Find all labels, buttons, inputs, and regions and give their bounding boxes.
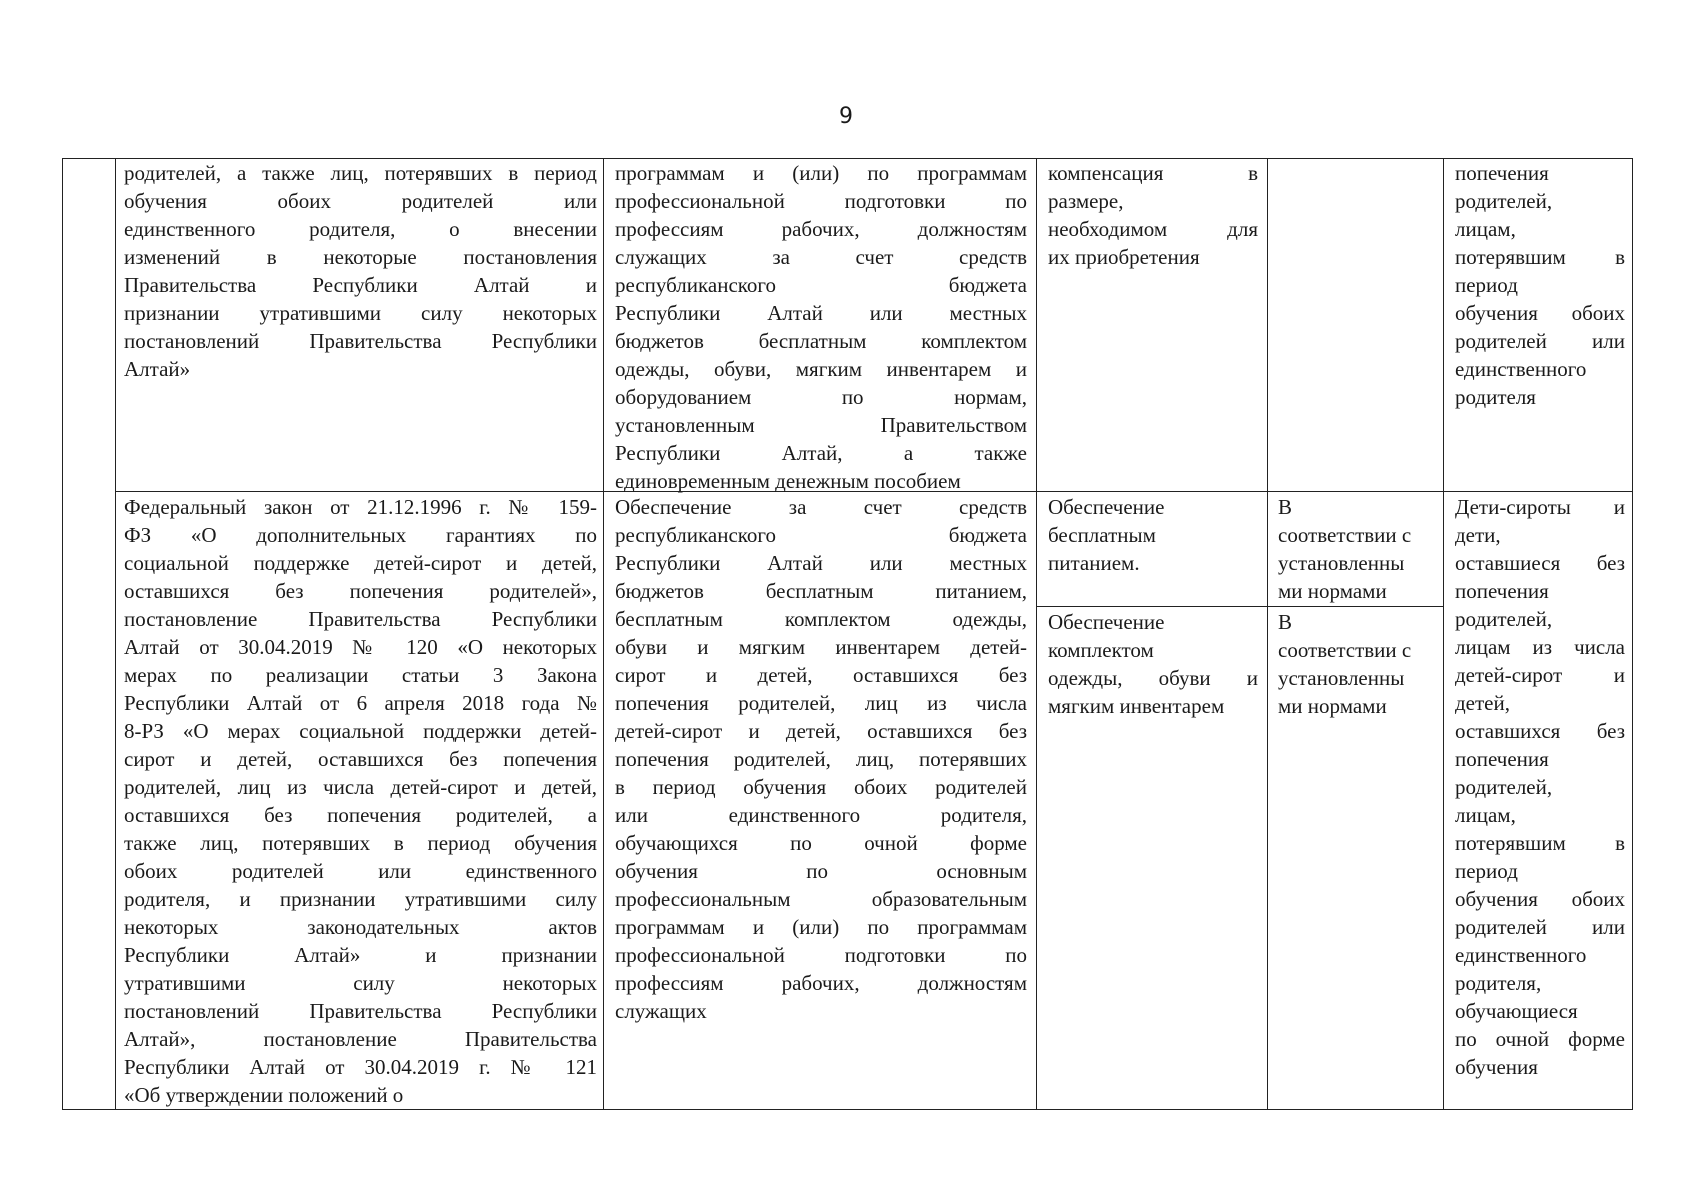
cell-line: профессиям рабочих, должностям bbox=[615, 217, 1027, 241]
cell-line: бесплатным комплектом одежды, bbox=[615, 607, 1027, 631]
cell-line: единовременным денежным пособием bbox=[615, 469, 961, 493]
cell-line: лицам из числа bbox=[1455, 635, 1625, 659]
cell-line: оборудованием по нормам, bbox=[615, 385, 1027, 409]
cell-line: лицам, bbox=[1455, 803, 1516, 827]
cell-line: родителя, bbox=[1455, 971, 1542, 995]
cell-line: обучения обоих bbox=[1455, 887, 1625, 911]
row2-size-cell-clothing bbox=[1278, 608, 1438, 720]
cell-line: установленны bbox=[1278, 551, 1405, 575]
cell-line: служащих за счет средств bbox=[615, 245, 1027, 269]
cell-line: Алтай» bbox=[124, 357, 191, 381]
cell-line: обучения обоих bbox=[1455, 301, 1625, 325]
cell-line: родителей, лиц из числа детей-сирот и детей, bbox=[124, 775, 597, 799]
cell-line: ФЗ «О дополнительных гарантиях по bbox=[124, 523, 597, 547]
cell-line: бюджетов бесплатным питанием, bbox=[615, 579, 1027, 603]
cell-line: родителей, bbox=[1455, 189, 1553, 213]
cell-line: Алтай от 30.04.2019 № 120 «О некоторых bbox=[124, 635, 597, 659]
cell-line: республиканского бюджета bbox=[615, 523, 1027, 547]
cell-line: обучения обоих родителей или bbox=[124, 189, 597, 213]
cell-line: профессиональной подготовки по bbox=[615, 943, 1027, 967]
cell-line: родителей, а также лиц, потерявших в период bbox=[124, 161, 597, 185]
cell-line: утратившими силу некоторых bbox=[124, 971, 597, 995]
cell-line: обучающихся по очной форме bbox=[615, 831, 1027, 855]
cell-line: период bbox=[1455, 273, 1518, 297]
row1-measure-cell bbox=[615, 159, 1027, 495]
cell-line: Республики Алтай от 30.04.2019 г. № 121 bbox=[124, 1055, 597, 1079]
row2-measure-cell bbox=[615, 493, 1027, 1025]
row2-recipients-cell bbox=[1455, 493, 1625, 1081]
cell-line: оставшихся без попечения родителей», bbox=[124, 579, 597, 603]
row1-form-cell bbox=[1048, 159, 1258, 271]
cell-line: оставшиеся без bbox=[1455, 551, 1625, 575]
cell-line: попечения bbox=[1455, 747, 1549, 771]
row1-document-cell bbox=[124, 159, 597, 383]
cell-line: Алтай», постановление Правительства bbox=[124, 1027, 597, 1051]
cell-line: мягким инвентарем bbox=[1048, 694, 1225, 718]
cell-line: бюджетов бесплатным комплектом bbox=[615, 329, 1027, 353]
cell-line: единственного bbox=[1455, 943, 1587, 967]
cell-line: обоих родителей или единственного bbox=[124, 859, 597, 883]
row-divider bbox=[1036, 606, 1443, 607]
cell-line: оставшихся без попечения родителей, а bbox=[124, 803, 597, 827]
cell-line: единственного bbox=[1455, 357, 1587, 381]
cell-line: размере, bbox=[1048, 189, 1124, 213]
cell-line: соответствии с bbox=[1278, 523, 1412, 547]
cell-line: Республики Алтай, а также bbox=[615, 441, 1027, 465]
cell-line: единственного родителя, о внесении bbox=[124, 217, 597, 241]
cell-line: необходимом для bbox=[1048, 217, 1258, 241]
column-divider bbox=[1443, 159, 1444, 1109]
cell-line: Обеспечение bbox=[1048, 610, 1165, 634]
cell-line: сирот и детей, оставшихся без попечения bbox=[124, 747, 597, 771]
cell-line: сирот и детей, оставшихся без bbox=[615, 663, 1027, 687]
cell-line: обучения по основным bbox=[615, 859, 1027, 883]
cell-line: детей-сирот и детей, оставшихся без bbox=[615, 719, 1027, 743]
row2-form-cell-food bbox=[1048, 493, 1258, 577]
column-divider bbox=[1036, 159, 1037, 1109]
cell-line: некоторых законодательных актов bbox=[124, 915, 597, 939]
cell-line: дети, bbox=[1455, 523, 1501, 547]
page-number: 9 bbox=[839, 104, 853, 129]
cell-line: Дети-сироты и bbox=[1455, 495, 1625, 519]
cell-line: постановлений Правительства Республики bbox=[124, 999, 597, 1023]
cell-line: мерах по реализации статьи 3 Закона bbox=[124, 663, 597, 687]
cell-line: Обеспечение за счет средств bbox=[615, 495, 1027, 519]
cell-line: Республики Алтай» и признании bbox=[124, 943, 597, 967]
cell-line: В bbox=[1278, 495, 1293, 519]
cell-line: одежды, обуви и bbox=[1048, 666, 1258, 690]
cell-line: профессиональным образовательным bbox=[615, 887, 1027, 911]
cell-line: Республики Алтай или местных bbox=[615, 301, 1027, 325]
cell-line: родителя bbox=[1455, 385, 1536, 409]
row2-size-cell-food bbox=[1278, 493, 1438, 605]
cell-line: служащих bbox=[615, 999, 707, 1023]
cell-line: попечения bbox=[1455, 579, 1549, 603]
cell-line: социальной поддержке детей-сирот и детей, bbox=[124, 551, 597, 575]
cell-line: лицам, bbox=[1455, 217, 1516, 241]
cell-line: Обеспечение bbox=[1048, 495, 1165, 519]
cell-line: питанием. bbox=[1048, 551, 1140, 575]
cell-line: попечения родителей, лиц, потерявших bbox=[615, 747, 1027, 771]
cell-line: потерявшим в bbox=[1455, 245, 1625, 269]
cell-line: попечения родителей, лиц из числа bbox=[615, 691, 1027, 715]
cell-line: программам и (или) по программам bbox=[615, 161, 1027, 185]
cell-line: установленным Правительством bbox=[615, 413, 1027, 437]
cell-line: 8-РЗ «О мерах социальной поддержки детей- bbox=[124, 719, 597, 743]
cell-line: ми нормами bbox=[1278, 579, 1387, 603]
cell-line: оставшихся без bbox=[1455, 719, 1625, 743]
cell-line: Правительства Республики Алтай и bbox=[124, 273, 597, 297]
cell-line: родителя, и признании утратившими силу bbox=[124, 887, 597, 911]
cell-line: обучающиеся bbox=[1455, 999, 1578, 1023]
cell-line: В bbox=[1278, 610, 1293, 634]
column-divider bbox=[1267, 159, 1268, 1109]
cell-line: установленны bbox=[1278, 666, 1405, 690]
cell-line: компенсация в bbox=[1048, 161, 1258, 185]
cell-line: обуви и мягким инвентарем детей- bbox=[615, 635, 1027, 659]
cell-line: в период обучения обоих родителей bbox=[615, 775, 1027, 799]
cell-line: ми нормами bbox=[1278, 694, 1387, 718]
cell-line: «Об утверждении положений о bbox=[124, 1083, 404, 1107]
cell-line: детей, bbox=[1455, 691, 1510, 715]
cell-line: одежды, обуви, мягким инвентарем и bbox=[615, 357, 1027, 381]
cell-line: Республики Алтай от 6 апреля 2018 года № bbox=[124, 691, 597, 715]
cell-line: программам и (или) по программам bbox=[615, 915, 1027, 939]
column-divider bbox=[115, 159, 116, 1109]
row1-recipients-cell bbox=[1455, 159, 1625, 411]
cell-line: также лиц, потерявших в период обучения bbox=[124, 831, 597, 855]
cell-line: детей-сирот и bbox=[1455, 663, 1625, 687]
cell-line: республиканского бюджета bbox=[615, 273, 1027, 297]
cell-line: попечения bbox=[1455, 161, 1549, 185]
cell-line: изменений в некоторые постановления bbox=[124, 245, 597, 269]
cell-line: потерявшим в bbox=[1455, 831, 1625, 855]
row2-document-cell bbox=[124, 493, 597, 1109]
cell-line: их приобретения bbox=[1048, 245, 1200, 269]
cell-line: по очной форме bbox=[1455, 1027, 1625, 1051]
cell-line: обучения bbox=[1455, 1055, 1538, 1079]
cell-line: родителей или bbox=[1455, 915, 1625, 939]
cell-line: комплектом bbox=[1048, 638, 1154, 662]
cell-line: постановлений Правительства Республики bbox=[124, 329, 597, 353]
cell-line: родителей или bbox=[1455, 329, 1625, 353]
cell-line: признании утратившими силу некоторых bbox=[124, 301, 597, 325]
cell-line: родителей, bbox=[1455, 775, 1553, 799]
cell-line: период bbox=[1455, 859, 1518, 883]
cell-line: или единственного родителя, bbox=[615, 803, 1027, 827]
row2-form-cell-clothing bbox=[1048, 608, 1258, 720]
cell-line: соответствии с bbox=[1278, 638, 1412, 662]
cell-line: родителей, bbox=[1455, 607, 1553, 631]
cell-line: бесплатным bbox=[1048, 523, 1156, 547]
cell-line: Федеральный закон от 21.12.1996 г. № 159- bbox=[124, 495, 597, 519]
cell-line: постановление Правительства Республики bbox=[124, 607, 597, 631]
cell-line: профессиональной подготовки по bbox=[615, 189, 1027, 213]
column-divider bbox=[603, 159, 604, 1109]
cell-line: профессиям рабочих, должностям bbox=[615, 971, 1027, 995]
benefits-table bbox=[62, 158, 1633, 1110]
cell-line: Республики Алтай или местных bbox=[615, 551, 1027, 575]
